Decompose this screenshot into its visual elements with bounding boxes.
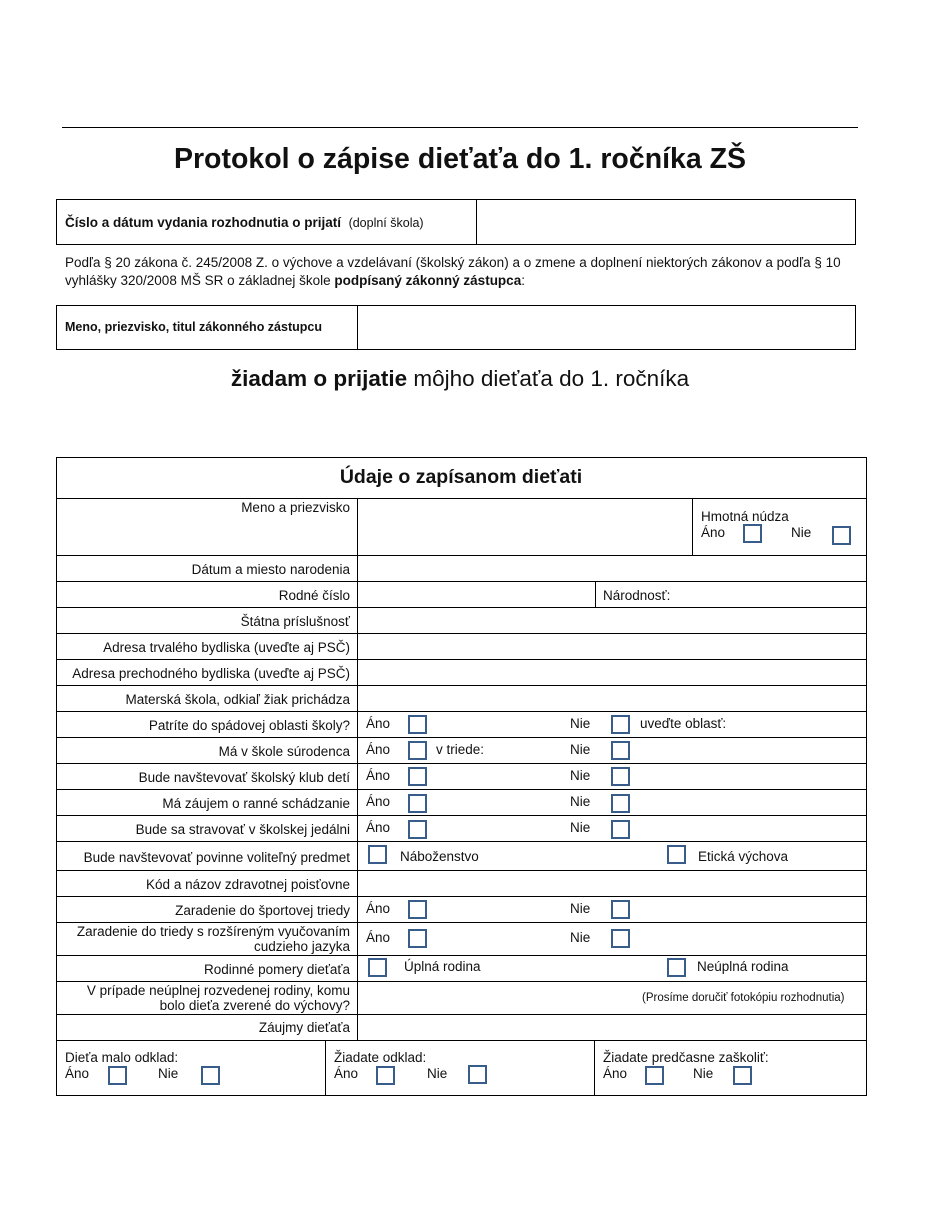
- narodnost-divider: [595, 581, 596, 607]
- jazyk-yes-checkbox[interactable]: [408, 929, 427, 948]
- sportova-no-checkbox[interactable]: [611, 900, 630, 919]
- row-line: [56, 922, 867, 923]
- page-title: Protokol o zápise dieťaťa do 1. ročníka ZŠ: [173, 143, 747, 175]
- label-poistovna: Kód a názov zdravotnej poisťovne: [146, 877, 350, 892]
- name-field[interactable]: [358, 499, 691, 554]
- label-birth: Dátum a miesto narodenia: [191, 562, 350, 577]
- label-name: Meno a priezvisko: [241, 500, 350, 515]
- label-sportova: Zaradenie do športovej triedy: [175, 903, 350, 918]
- top-rule: [62, 127, 858, 128]
- surodenec-note: v triede:: [436, 742, 485, 757]
- row-line: [56, 711, 867, 712]
- spadova-yes-checkbox[interactable]: [408, 715, 427, 734]
- row-line: [56, 896, 867, 897]
- odklad-request-yes-checkbox[interactable]: [376, 1066, 395, 1085]
- klub-no-label: Nie: [570, 768, 591, 783]
- early-label: Žiadate predčasne zaškoliť:: [603, 1050, 769, 1065]
- jazyk-no-checkbox[interactable]: [611, 929, 630, 948]
- guardian-field[interactable]: [358, 306, 855, 349]
- ranne-yes-label: Áno: [366, 794, 391, 809]
- neuplna-label: Neúplná rodina: [697, 959, 789, 974]
- surodenec-yes-label: Áno: [366, 742, 391, 757]
- nabozenstvo-label: Náboženstvo: [400, 849, 479, 864]
- label-adresa-trvala: Adresa trvalého bydliska (uveďte aj PSČ): [103, 640, 350, 655]
- rozvedena-note: (Prosíme doručiť fotokópiu rozhodnutia): [642, 992, 845, 1004]
- row-line: [56, 841, 867, 842]
- spadova-yes-label: Áno: [366, 716, 391, 731]
- eticka-checkbox[interactable]: [667, 845, 686, 864]
- statna-field[interactable]: [358, 608, 866, 633]
- label-rodinne: Rodinné pomery dieťaťa: [204, 962, 350, 977]
- section-title: Údaje o zapísanom dieťati: [339, 466, 583, 488]
- bottom-divider-1: [325, 1040, 326, 1096]
- intro-text: Podľa § 20 zákona č. 245/2008 Z. o výchove a vzdelávaní (školský zákon) a o zmene a doplnení niektorých zákonov a podľa § 10 vyhlášky 320/2008 MŠ SR o základnej škole: [65, 255, 841, 288]
- spadova-no-label: Nie: [570, 716, 591, 731]
- odklad-had-yes-label: Áno: [65, 1066, 90, 1081]
- klub-yes-label: Áno: [366, 768, 391, 783]
- sportova-yes-label: Áno: [366, 901, 391, 916]
- odklad-had-no-checkbox[interactable]: [201, 1066, 220, 1085]
- early-yes-label: Áno: [603, 1066, 628, 1081]
- sportova-no-label: Nie: [570, 901, 591, 916]
- narodnost-field[interactable]: [670, 582, 866, 607]
- label-rozvedena-line1: V prípade neúplnej rozvedenej rodiny, komu: [86, 983, 350, 998]
- odklad-request-label: Žiadate odklad:: [334, 1050, 427, 1065]
- label-spadova: Patríte do spádovej oblasti školy?: [148, 718, 350, 733]
- odklad-request-yes-label: Áno: [334, 1066, 359, 1081]
- ranne-no-label: Nie: [570, 794, 591, 809]
- row-line: [56, 815, 867, 816]
- uplna-label: Úplná rodina: [404, 959, 481, 974]
- hmotna-yes-label: Áno: [701, 525, 726, 540]
- hmotna-no-label: Nie: [791, 525, 812, 540]
- label-jazyk-line1: Zaradenie do triedy s rozšíreným vyučovaním: [76, 924, 350, 939]
- poistovna-field[interactable]: [358, 871, 866, 896]
- surodenec-yes-checkbox[interactable]: [408, 741, 427, 760]
- intro-paragraph: [65, 254, 865, 290]
- label-jazyk: [58, 924, 350, 954]
- ranne-no-checkbox[interactable]: [611, 794, 630, 813]
- uplna-checkbox[interactable]: [368, 958, 387, 977]
- label-klub: Bude navštevovať školský klub detí: [138, 770, 350, 785]
- odklad-had-label: Dieťa malo odklad:: [65, 1050, 179, 1065]
- materska-field[interactable]: [358, 686, 866, 711]
- request-heading: [0, 366, 920, 392]
- request-rest: môjho dieťaťa do 1. ročníka: [407, 366, 690, 391]
- label-statna: Štátna príslušnosť: [240, 614, 350, 629]
- row-line: [56, 763, 867, 764]
- surodenec-no-checkbox[interactable]: [611, 741, 630, 760]
- adresa-trvala-field[interactable]: [358, 634, 866, 659]
- bottom-divider-2: [594, 1040, 595, 1096]
- decision-field[interactable]: [477, 200, 855, 244]
- decision-label-bold: Číslo a dátum vydania rozhodnutia o prijatí: [65, 215, 342, 230]
- label-rodne-cislo: Rodné číslo: [278, 588, 350, 603]
- label-hmotna-nudza: Hmotná núdza: [701, 509, 789, 524]
- spadova-no-checkbox[interactable]: [611, 715, 630, 734]
- row-line: [56, 789, 867, 790]
- label-rozvedena-line2: bolo dieťa zverené do výchovy?: [159, 998, 350, 1013]
- birth-field[interactable]: [358, 556, 866, 581]
- row-line: [56, 737, 867, 738]
- label-jazyk-line2: cudzieho jazyka: [253, 939, 350, 954]
- nabozenstvo-checkbox[interactable]: [368, 845, 387, 864]
- neuplna-checkbox[interactable]: [667, 958, 686, 977]
- row-line: [56, 955, 867, 956]
- label-rozvedena: [58, 983, 350, 1013]
- decision-label-note: (doplní škola): [348, 216, 424, 230]
- jazyk-yes-label: Áno: [366, 930, 391, 945]
- odklad-had-no-label: Nie: [158, 1066, 179, 1081]
- ranne-yes-checkbox[interactable]: [408, 794, 427, 813]
- hmotna-yes-checkbox[interactable]: [743, 524, 762, 543]
- hmotna-divider: [692, 498, 693, 555]
- label-volitelny: Bude navštevovať povinne voliteľný predmet: [83, 850, 350, 865]
- label-adresa-prechodna: Adresa prechodného bydliska (uveďte aj PSČ): [72, 666, 350, 681]
- spadova-note: uveďte oblasť:: [640, 716, 727, 731]
- hmotna-no-checkbox[interactable]: [832, 526, 851, 545]
- jedalen-yes-label: Áno: [366, 820, 391, 835]
- sportova-yes-checkbox[interactable]: [408, 900, 427, 919]
- eticka-label: Etická výchova: [698, 849, 789, 864]
- row-line: [56, 1040, 867, 1041]
- jedalen-yes-checkbox[interactable]: [408, 820, 427, 839]
- odklad-had-yes-checkbox[interactable]: [108, 1066, 127, 1085]
- early-yes-checkbox[interactable]: [645, 1066, 664, 1085]
- jazyk-no-label: Nie: [570, 930, 591, 945]
- odklad-request-no-checkbox[interactable]: [468, 1065, 487, 1084]
- intro-bold: podpísaný zákonný zástupca: [334, 273, 522, 288]
- klub-no-checkbox[interactable]: [611, 767, 630, 786]
- request-bold: žiadam o prijatie: [230, 366, 408, 391]
- jedalen-no-label: Nie: [570, 820, 591, 835]
- jedalen-no-checkbox[interactable]: [611, 820, 630, 839]
- early-no-label: Nie: [693, 1066, 714, 1081]
- adresa-prechodna-field[interactable]: [358, 660, 866, 685]
- label-narodnost: Národnosť:: [603, 588, 671, 603]
- surodenec-no-label: Nie: [570, 742, 591, 757]
- intro-suffix: :: [521, 273, 525, 288]
- zaujmy-field[interactable]: [358, 1015, 866, 1040]
- guardian-label: Meno, priezvisko, titul zákonného zástupcu: [65, 320, 322, 334]
- decision-label: [65, 215, 424, 230]
- odklad-request-no-label: Nie: [427, 1066, 448, 1081]
- klub-yes-checkbox[interactable]: [408, 767, 427, 786]
- label-surodenec: Má v škole súrodenca: [218, 744, 350, 759]
- label-ranne: Má záujem o ranné schádzanie: [162, 796, 350, 811]
- rodne-cislo-field[interactable]: [358, 582, 594, 607]
- label-materska: Materská škola, odkiaľ žiak prichádza: [125, 692, 350, 707]
- label-jedalen: Bude sa stravovať v školskej jedálni: [135, 822, 350, 837]
- early-no-checkbox[interactable]: [733, 1066, 752, 1085]
- label-zaujmy: Záujmy dieťaťa: [258, 1020, 350, 1035]
